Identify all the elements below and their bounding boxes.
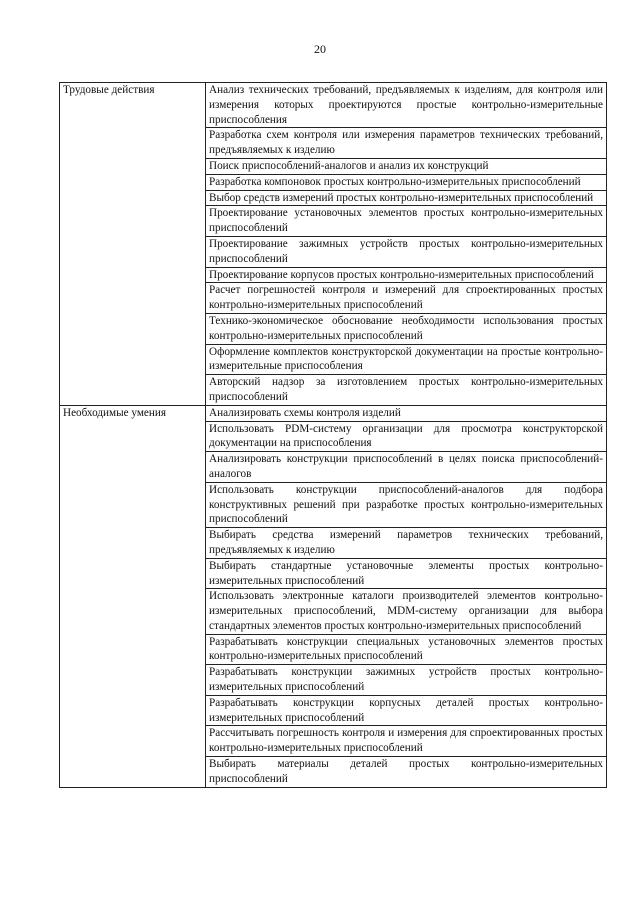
section-item: Использовать PDM-систему организации для просмотра конструкторской документации на приспособления [206, 421, 607, 452]
section-item: Использовать конструкции приспособлений-аналогов для подбора конструктивных решений при разработке простых контрольно-измерительных приспособлений [206, 482, 607, 527]
table-row [60, 83, 607, 128]
section-item: Выбирать материалы деталей простых контрольно-измерительных приспособлений [206, 757, 607, 788]
section-item: Оформление комплектов конструкторской документации на простые контрольно-измерительные приспособления [206, 344, 607, 375]
section-item: Технико-экономическое обоснование необходимости использования простых контрольно-измерительных приспособлений [206, 313, 607, 344]
section-item: Использовать электронные каталоги производителей элементов контрольно-измерительных приспособлений, MDM-систему организации для выбора стандартных элементов простых контрольно-измерительных приспособлений [206, 589, 607, 634]
section-item: Проектирование зажимных устройств простых контрольно-измерительных приспособлений [206, 236, 607, 267]
section-item: Разрабатывать конструкции корпусных деталей простых контрольно-измерительных приспособлений [206, 695, 607, 726]
section-item: Анализировать конструкции приспособлений в целях поиска приспособлений-аналогов [206, 452, 607, 483]
page-number: 20 [314, 42, 326, 56]
section-item: Анализировать схемы контроля изделий [206, 405, 607, 421]
section-item: Расчет погрешностей контроля и измерений для спроектированных простых контрольно-измерительных приспособлений [206, 283, 607, 314]
section-item: Выбор средств измерений простых контрольно-измерительных приспособлений [206, 190, 607, 206]
table-body [60, 83, 607, 788]
section-label: Необходимые умения [60, 405, 206, 787]
section-item: Проектирование корпусов простых контрольно-измерительных приспособлений [206, 267, 607, 283]
section-item: Поиск приспособлений-аналогов и анализ их конструкций [206, 158, 607, 174]
labor-function-table [59, 82, 607, 788]
section-item: Разработка схем контроля или измерения параметров технических требований, предъявляемых к изделию [206, 128, 607, 159]
section-label: Трудовые действия [60, 83, 206, 406]
section-item: Разработка компоновок простых контрольно-измерительных приспособлений [206, 174, 607, 190]
section-item: Разрабатывать конструкции зажимных устройств простых контрольно-измерительных приспособлений [206, 665, 607, 696]
section-item: Разрабатывать конструкции специальных установочных элементов простых контрольно-измерительных приспособлений [206, 634, 607, 665]
section-item: Выбирать стандартные установочные элементы простых контрольно-измерительных приспособлений [206, 558, 607, 589]
section-item: Авторский надзор за изготовлением простых контрольно-измерительных приспособлений [206, 375, 607, 406]
section-item: Выбирать средства измерений параметров технических требований, предъявляемых к изделию [206, 528, 607, 559]
section-item: Рассчитывать погрешность контроля и измерения для спроектированных простых контрольно-измерительных приспособлений [206, 726, 607, 757]
section-item: Анализ технических требований, предъявляемых к изделиям, для контроля или измерения которых проектируются простые контрольно-измерительные приспособления [206, 83, 607, 128]
section-item: Проектирование установочных элементов простых контрольно-измерительных приспособлений [206, 206, 607, 237]
table-row [60, 405, 607, 421]
